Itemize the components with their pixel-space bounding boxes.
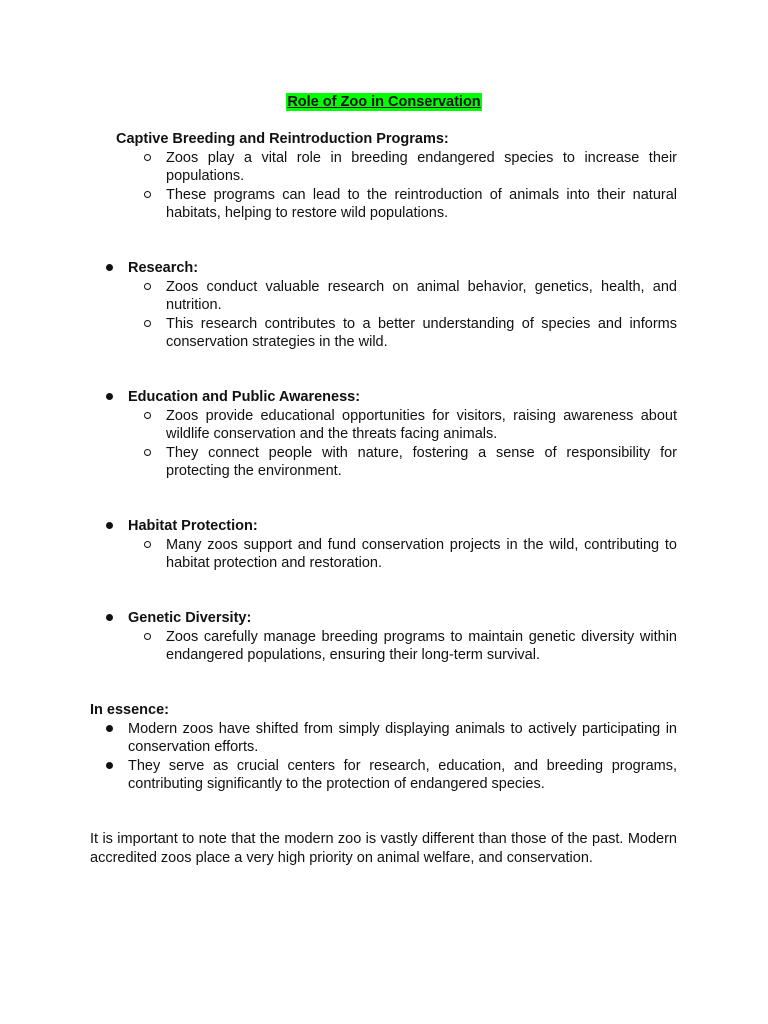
section-heading: In essence: bbox=[90, 702, 169, 718]
section-heading: Education and Public Awareness: bbox=[128, 389, 361, 405]
list-item-text: They connect people with nature, fostering a sense of responsibility for protecting the environment. bbox=[166, 444, 677, 480]
title-block bbox=[0, 93, 768, 112]
list-item-text: Modern zoos have shifted from simply displaying animals to actively participating in conservation efforts. bbox=[128, 720, 677, 756]
list-item bbox=[90, 278, 677, 315]
filled-bullet-icon bbox=[106, 762, 113, 769]
section-heading-row bbox=[90, 259, 677, 278]
section-heading-row bbox=[90, 609, 677, 628]
list-item bbox=[90, 315, 677, 352]
list-item-text: Zoos play a vital role in breeding endangered species to increase their populations. bbox=[166, 149, 677, 185]
section-genetic-diversity bbox=[90, 609, 677, 665]
hollow-bullet-icon bbox=[144, 633, 151, 640]
list-item bbox=[90, 628, 677, 665]
section-research bbox=[90, 259, 677, 352]
closing-paragraph: It is important to note that the modern zoo is vastly different than those of the past. Modern accredited zoos place a very high priority on animal welfare, and conservation. bbox=[90, 831, 677, 866]
section-heading: Research: bbox=[128, 260, 199, 276]
list-item-text: They serve as crucial centers for research, education, and breeding programs, contributing significantly to the protection of endangered species. bbox=[128, 757, 677, 793]
section-education bbox=[90, 388, 677, 481]
hollow-bullet-icon bbox=[144, 541, 151, 548]
section-heading-row bbox=[90, 517, 677, 536]
list-item bbox=[90, 149, 677, 186]
section-captive-breeding bbox=[90, 130, 677, 223]
section-heading-row bbox=[90, 388, 677, 407]
list-item bbox=[90, 757, 677, 794]
list-item-text: Many zoos support and fund conservation projects in the wild, contributing to habitat protection and restoration. bbox=[166, 536, 677, 572]
hollow-bullet-icon bbox=[144, 449, 151, 456]
section-in-essence bbox=[90, 701, 677, 794]
filled-bullet-icon bbox=[106, 264, 113, 271]
hollow-bullet-icon bbox=[144, 191, 151, 198]
filled-bullet-icon bbox=[106, 725, 113, 732]
hollow-bullet-icon bbox=[144, 320, 151, 327]
document-title: Role of Zoo in Conservation bbox=[287, 94, 481, 110]
hollow-bullet-icon bbox=[144, 154, 151, 161]
filled-bullet-icon bbox=[106, 393, 113, 400]
list-item bbox=[90, 186, 677, 223]
list-item bbox=[90, 536, 677, 573]
list-item bbox=[90, 407, 677, 444]
section-habitat bbox=[90, 517, 677, 573]
section-heading: Habitat Protection: bbox=[128, 518, 258, 534]
hollow-bullet-icon bbox=[144, 412, 151, 419]
list-item-text: Zoos provide educational opportunities for visitors, raising awareness about wildlife conservation and the threats facing animals. bbox=[166, 407, 677, 443]
filled-bullet-icon bbox=[106, 522, 113, 529]
section-heading: Captive Breeding and Reintroduction Programs: bbox=[116, 131, 449, 147]
list-item-text: This research contributes to a better understanding of species and informs conservation strategies in the wild. bbox=[166, 315, 677, 351]
list-item-text: Zoos carefully manage breeding programs to maintain genetic diversity within endangered populations, ensuring their long-term survival. bbox=[166, 628, 677, 664]
list-item-text: Zoos conduct valuable research on animal behavior, genetics, health, and nutrition. bbox=[166, 278, 677, 314]
list-item-text: These programs can lead to the reintroduction of animals into their natural habitats, helping to restore wild populations. bbox=[166, 186, 677, 222]
section-heading: Genetic Diversity: bbox=[128, 610, 252, 626]
filled-bullet-icon bbox=[106, 614, 113, 621]
hollow-bullet-icon bbox=[144, 283, 151, 290]
list-item bbox=[90, 720, 677, 757]
list-item bbox=[90, 444, 677, 481]
